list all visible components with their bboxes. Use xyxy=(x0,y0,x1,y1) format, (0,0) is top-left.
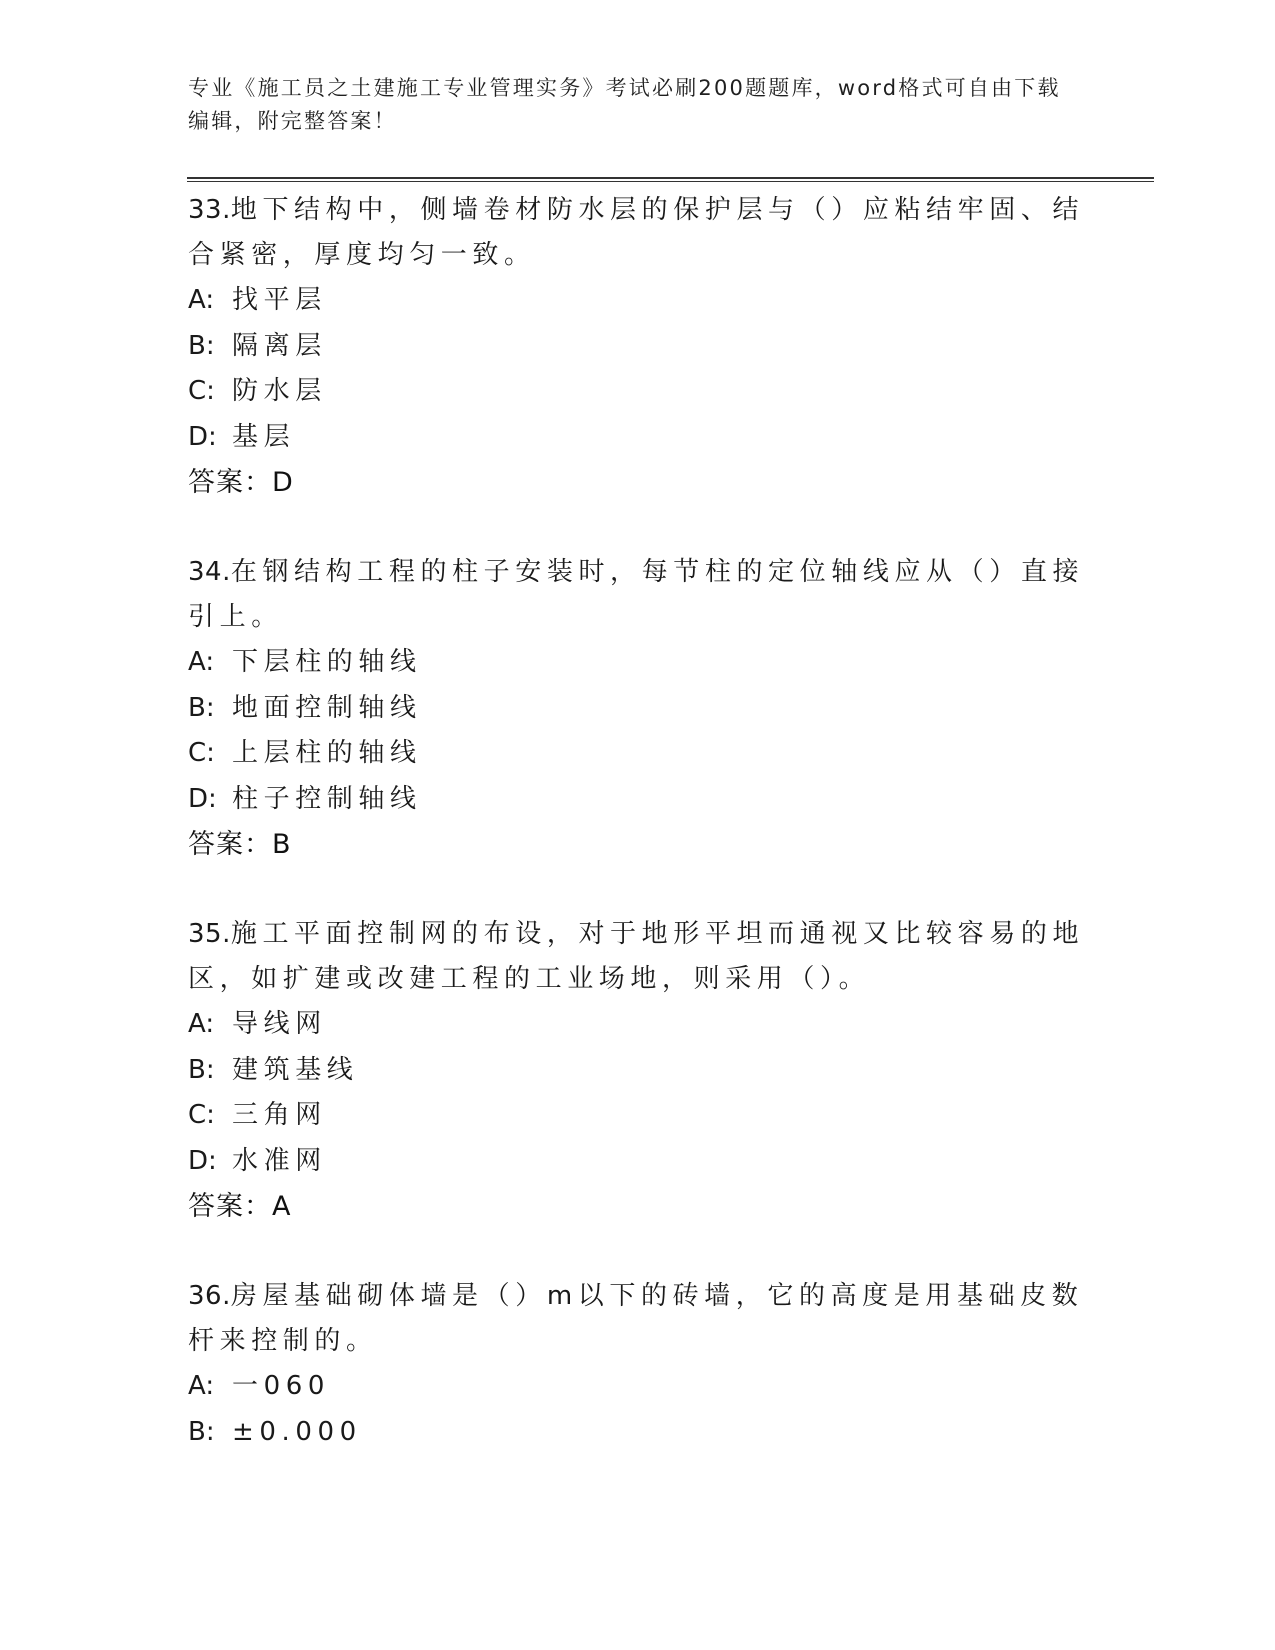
option-text: 下层柱的轴线 xyxy=(232,647,422,677)
question-text: 施工平面控制网的布设，对于地形平坦而通视又比较容易的地区，如扩建或改建工程的工业场地，则采用（）。 xyxy=(188,919,1085,994)
option-text: 水准网 xyxy=(232,1145,327,1176)
option-a xyxy=(188,1002,1088,1048)
option-c xyxy=(188,1093,1088,1139)
answer-line: 答案：B xyxy=(188,829,292,860)
option-text: 一060 xyxy=(232,1371,331,1401)
option-b xyxy=(188,1410,1088,1456)
option-text: 上层柱的轴线 xyxy=(232,738,422,768)
option-text: 地面控制轴线 xyxy=(232,692,422,723)
option-letter: D: xyxy=(188,421,217,452)
option-a xyxy=(188,1364,1088,1410)
option-b xyxy=(188,324,1088,370)
option-c xyxy=(188,731,1088,777)
option-d xyxy=(188,1139,1088,1185)
option-b xyxy=(188,686,1088,732)
option-letter: A: xyxy=(188,647,215,677)
question-list xyxy=(188,188,1088,1500)
option-text: 防水层 xyxy=(232,376,327,406)
document-header: 专业《施工员之土建施工专业管理实务》考试必刷200题题库，word格式可自由下载编辑，附完整答案！ xyxy=(188,76,1061,133)
option-text: 隔离层 xyxy=(232,330,327,361)
option-text: 建筑基线 xyxy=(232,1054,359,1085)
option-letter: C: xyxy=(188,1100,215,1130)
option-b xyxy=(188,1048,1088,1094)
answer-line: 答案：D xyxy=(188,467,294,498)
option-letter: B: xyxy=(188,692,215,723)
option-letter: A: xyxy=(188,285,215,315)
question-number: 33. xyxy=(188,195,231,225)
option-letter: C: xyxy=(188,738,215,768)
option-a xyxy=(188,278,1088,324)
question-text: 在钢结构工程的柱子安装时，每节柱的定位轴线应从（）直接引上。 xyxy=(188,557,1085,632)
option-text: 柱子控制轴线 xyxy=(232,783,422,814)
option-text: 找平层 xyxy=(232,285,327,315)
answer-line: 答案：A xyxy=(188,1191,292,1222)
option-text: 三角网 xyxy=(232,1100,327,1130)
option-text: 基层 xyxy=(232,421,296,452)
option-letter: B: xyxy=(188,330,215,361)
option-letter: A: xyxy=(188,1371,215,1401)
question-number: 36. xyxy=(188,1281,231,1311)
question-stem xyxy=(188,550,1088,640)
question-35 xyxy=(188,912,1088,1229)
question-34 xyxy=(188,550,1088,867)
question-number: 34. xyxy=(188,557,231,587)
option-text: 导线网 xyxy=(232,1009,327,1039)
option-d xyxy=(188,777,1088,823)
option-letter: A: xyxy=(188,1009,215,1039)
option-text: ±0.000 xyxy=(232,1416,362,1447)
question-number: 35. xyxy=(188,919,231,949)
question-stem xyxy=(188,1274,1088,1364)
option-letter: C: xyxy=(188,376,215,406)
option-d xyxy=(188,415,1088,461)
option-letter: D: xyxy=(188,783,217,814)
option-letter: B: xyxy=(188,1416,215,1447)
question-stem xyxy=(188,188,1088,278)
option-c xyxy=(188,369,1088,415)
question-text: 地下结构中，侧墙卷材防水层的保护层与（）应粘结牢固、结合紧密，厚度均匀一致。 xyxy=(188,195,1085,270)
option-letter: D: xyxy=(188,1145,217,1176)
question-stem xyxy=(188,912,1088,1002)
option-letter: B: xyxy=(188,1054,215,1085)
question-text: 房屋基础砌体墙是（）m以下的砖墙，它的高度是用基础皮数杆来控制的。 xyxy=(188,1281,1084,1356)
header-divider xyxy=(187,177,1154,182)
question-33 xyxy=(188,188,1088,505)
option-a xyxy=(188,640,1088,686)
question-36 xyxy=(188,1274,1088,1455)
